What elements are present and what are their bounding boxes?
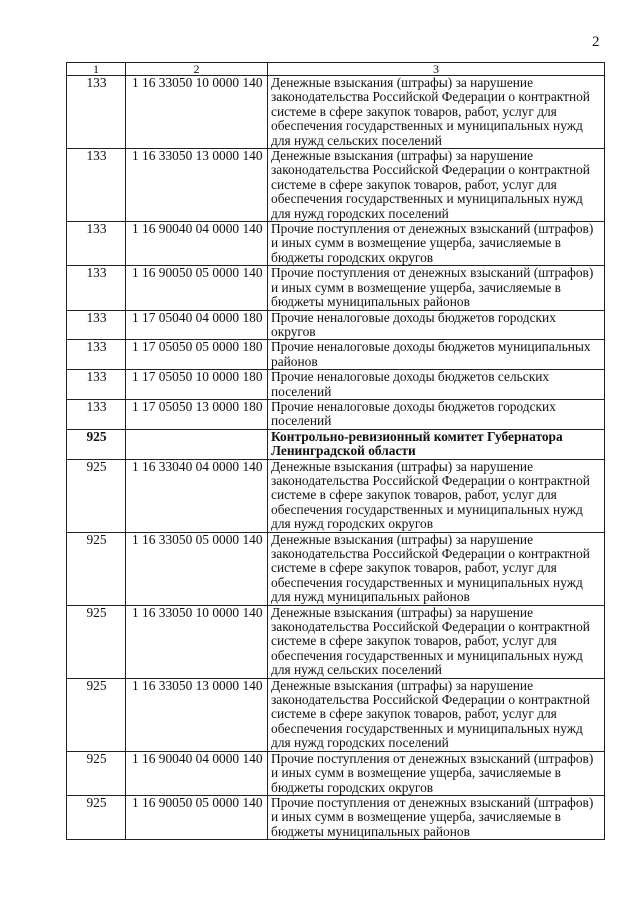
description-cell: Денежные взыскания (штрафы) за нарушение законодательства Российской Федерации о контрактной системе в сфере закупок товаров, работ, услуг для обеспечения государственных и муниципальных нужд для нужд городских поселений (268, 678, 605, 751)
admin-code-cell: 925 (67, 459, 126, 532)
revenue-code-cell: 1 16 33050 13 0000 140 (126, 149, 268, 222)
table-row (67, 751, 605, 795)
admin-code-cell: 133 (67, 370, 126, 400)
admin-code-cell: 925 (67, 678, 126, 751)
admin-code-cell: 925 (67, 795, 126, 839)
table-row (67, 532, 605, 605)
revenue-code-cell: 1 16 90040 04 0000 140 (126, 751, 268, 795)
description-cell: Денежные взыскания (штрафы) за нарушение законодательства Российской Федерации о контрактной системе в сфере закупок товаров, работ, услуг для обеспечения государственных и муниципальных нужд для нужд сельских поселений (268, 76, 605, 149)
admin-code-cell: 925 (67, 429, 126, 459)
description-cell: Денежные взыскания (штрафы) за нарушение законодательства Российской Федерации о контрактной системе в сфере закупок товаров, работ, услуг для обеспечения государственных и муниципальных нужд для нужд сельских поселений (268, 605, 605, 678)
table-row (67, 678, 605, 751)
description-cell: Прочие неналоговые доходы бюджетов муниципальных районов (268, 340, 605, 370)
description-cell: Прочие поступления от денежных взысканий (штрафов) и иных сумм в возмещение ущерба, зачисляемые в бюджеты городских округов (268, 222, 605, 266)
revenue-code-cell: 1 16 33050 13 0000 140 (126, 678, 268, 751)
table-row (67, 76, 605, 149)
admin-code-cell: 925 (67, 605, 126, 678)
description-cell: Денежные взыскания (штрафы) за нарушение законодательства Российской Федерации о контрактной системе в сфере закупок товаров, работ, услуг для обеспечения государственных и муниципальных нужд для нужд городских поселений (268, 149, 605, 222)
revenue-code-cell (126, 429, 268, 459)
admin-code-cell: 925 (67, 751, 126, 795)
table-header-row (67, 63, 605, 76)
revenue-code-cell: 1 16 90050 05 0000 140 (126, 266, 268, 310)
admin-code-cell: 133 (67, 222, 126, 266)
description-cell: Денежные взыскания (штрафы) за нарушение законодательства Российской Федерации о контрактной системе в сфере закупок товаров, работ, услуг для обеспечения государственных и муниципальных нужд для нужд городских округов (268, 459, 605, 532)
section-header-row (67, 429, 605, 459)
table-row (67, 605, 605, 678)
description-cell: Прочие поступления от денежных взысканий (штрафов) и иных сумм в возмещение ущерба, зачисляемые в бюджеты муниципальных районов (268, 795, 605, 839)
revenue-code-cell: 1 16 33040 04 0000 140 (126, 459, 268, 532)
revenue-code-cell: 1 16 33050 05 0000 140 (126, 532, 268, 605)
admin-code-cell: 133 (67, 266, 126, 310)
admin-code-cell: 133 (67, 310, 126, 340)
table-row (67, 266, 605, 310)
admin-code-cell: 133 (67, 340, 126, 370)
revenue-code-cell: 1 17 05040 04 0000 180 (126, 310, 268, 340)
description-cell: Прочие неналоговые доходы бюджетов городских поселений (268, 399, 605, 429)
revenue-code-cell: 1 16 90050 05 0000 140 (126, 795, 268, 839)
admin-code-cell: 925 (67, 532, 126, 605)
admin-code-cell: 133 (67, 149, 126, 222)
table-body (67, 76, 605, 840)
description-cell: Прочие поступления от денежных взысканий (штрафов) и иных сумм в возмещение ущерба, зачисляемые в бюджеты городских округов (268, 751, 605, 795)
revenue-code-cell: 1 17 05050 10 0000 180 (126, 370, 268, 400)
admin-code-cell: 133 (67, 76, 126, 149)
table-row (67, 149, 605, 222)
revenue-code-cell: 1 17 05050 13 0000 180 (126, 399, 268, 429)
revenue-codes-table (66, 62, 605, 840)
description-cell: Прочие неналоговые доходы бюджетов городских округов (268, 310, 605, 340)
table-row (67, 459, 605, 532)
revenue-code-cell: 1 16 33050 10 0000 140 (126, 605, 268, 678)
table-row (67, 795, 605, 839)
description-cell: Денежные взыскания (штрафы) за нарушение законодательства Российской Федерации о контрактной системе в сфере закупок товаров, работ, услуг для обеспечения государственных и муниципальных нужд для нужд муниципальных районов (268, 532, 605, 605)
description-cell: Контрольно-ревизионный комитет Губернатора Ленинградской области (268, 429, 605, 459)
revenue-code-cell: 1 16 33050 10 0000 140 (126, 76, 268, 149)
table-row (67, 222, 605, 266)
description-cell: Прочие неналоговые доходы бюджетов сельских поселений (268, 370, 605, 400)
column-header: 1 (67, 63, 126, 76)
page-number: 2 (592, 34, 600, 50)
table-row (67, 340, 605, 370)
column-header: 3 (268, 63, 605, 76)
table-row (67, 399, 605, 429)
revenue-code-cell: 1 17 05050 05 0000 180 (126, 340, 268, 370)
column-header: 2 (126, 63, 268, 76)
admin-code-cell: 133 (67, 399, 126, 429)
revenue-code-cell: 1 16 90040 04 0000 140 (126, 222, 268, 266)
table-row (67, 370, 605, 400)
table-row (67, 310, 605, 340)
description-cell: Прочие поступления от денежных взысканий (штрафов) и иных сумм в возмещение ущерба, зачисляемые в бюджеты муниципальных районов (268, 266, 605, 310)
